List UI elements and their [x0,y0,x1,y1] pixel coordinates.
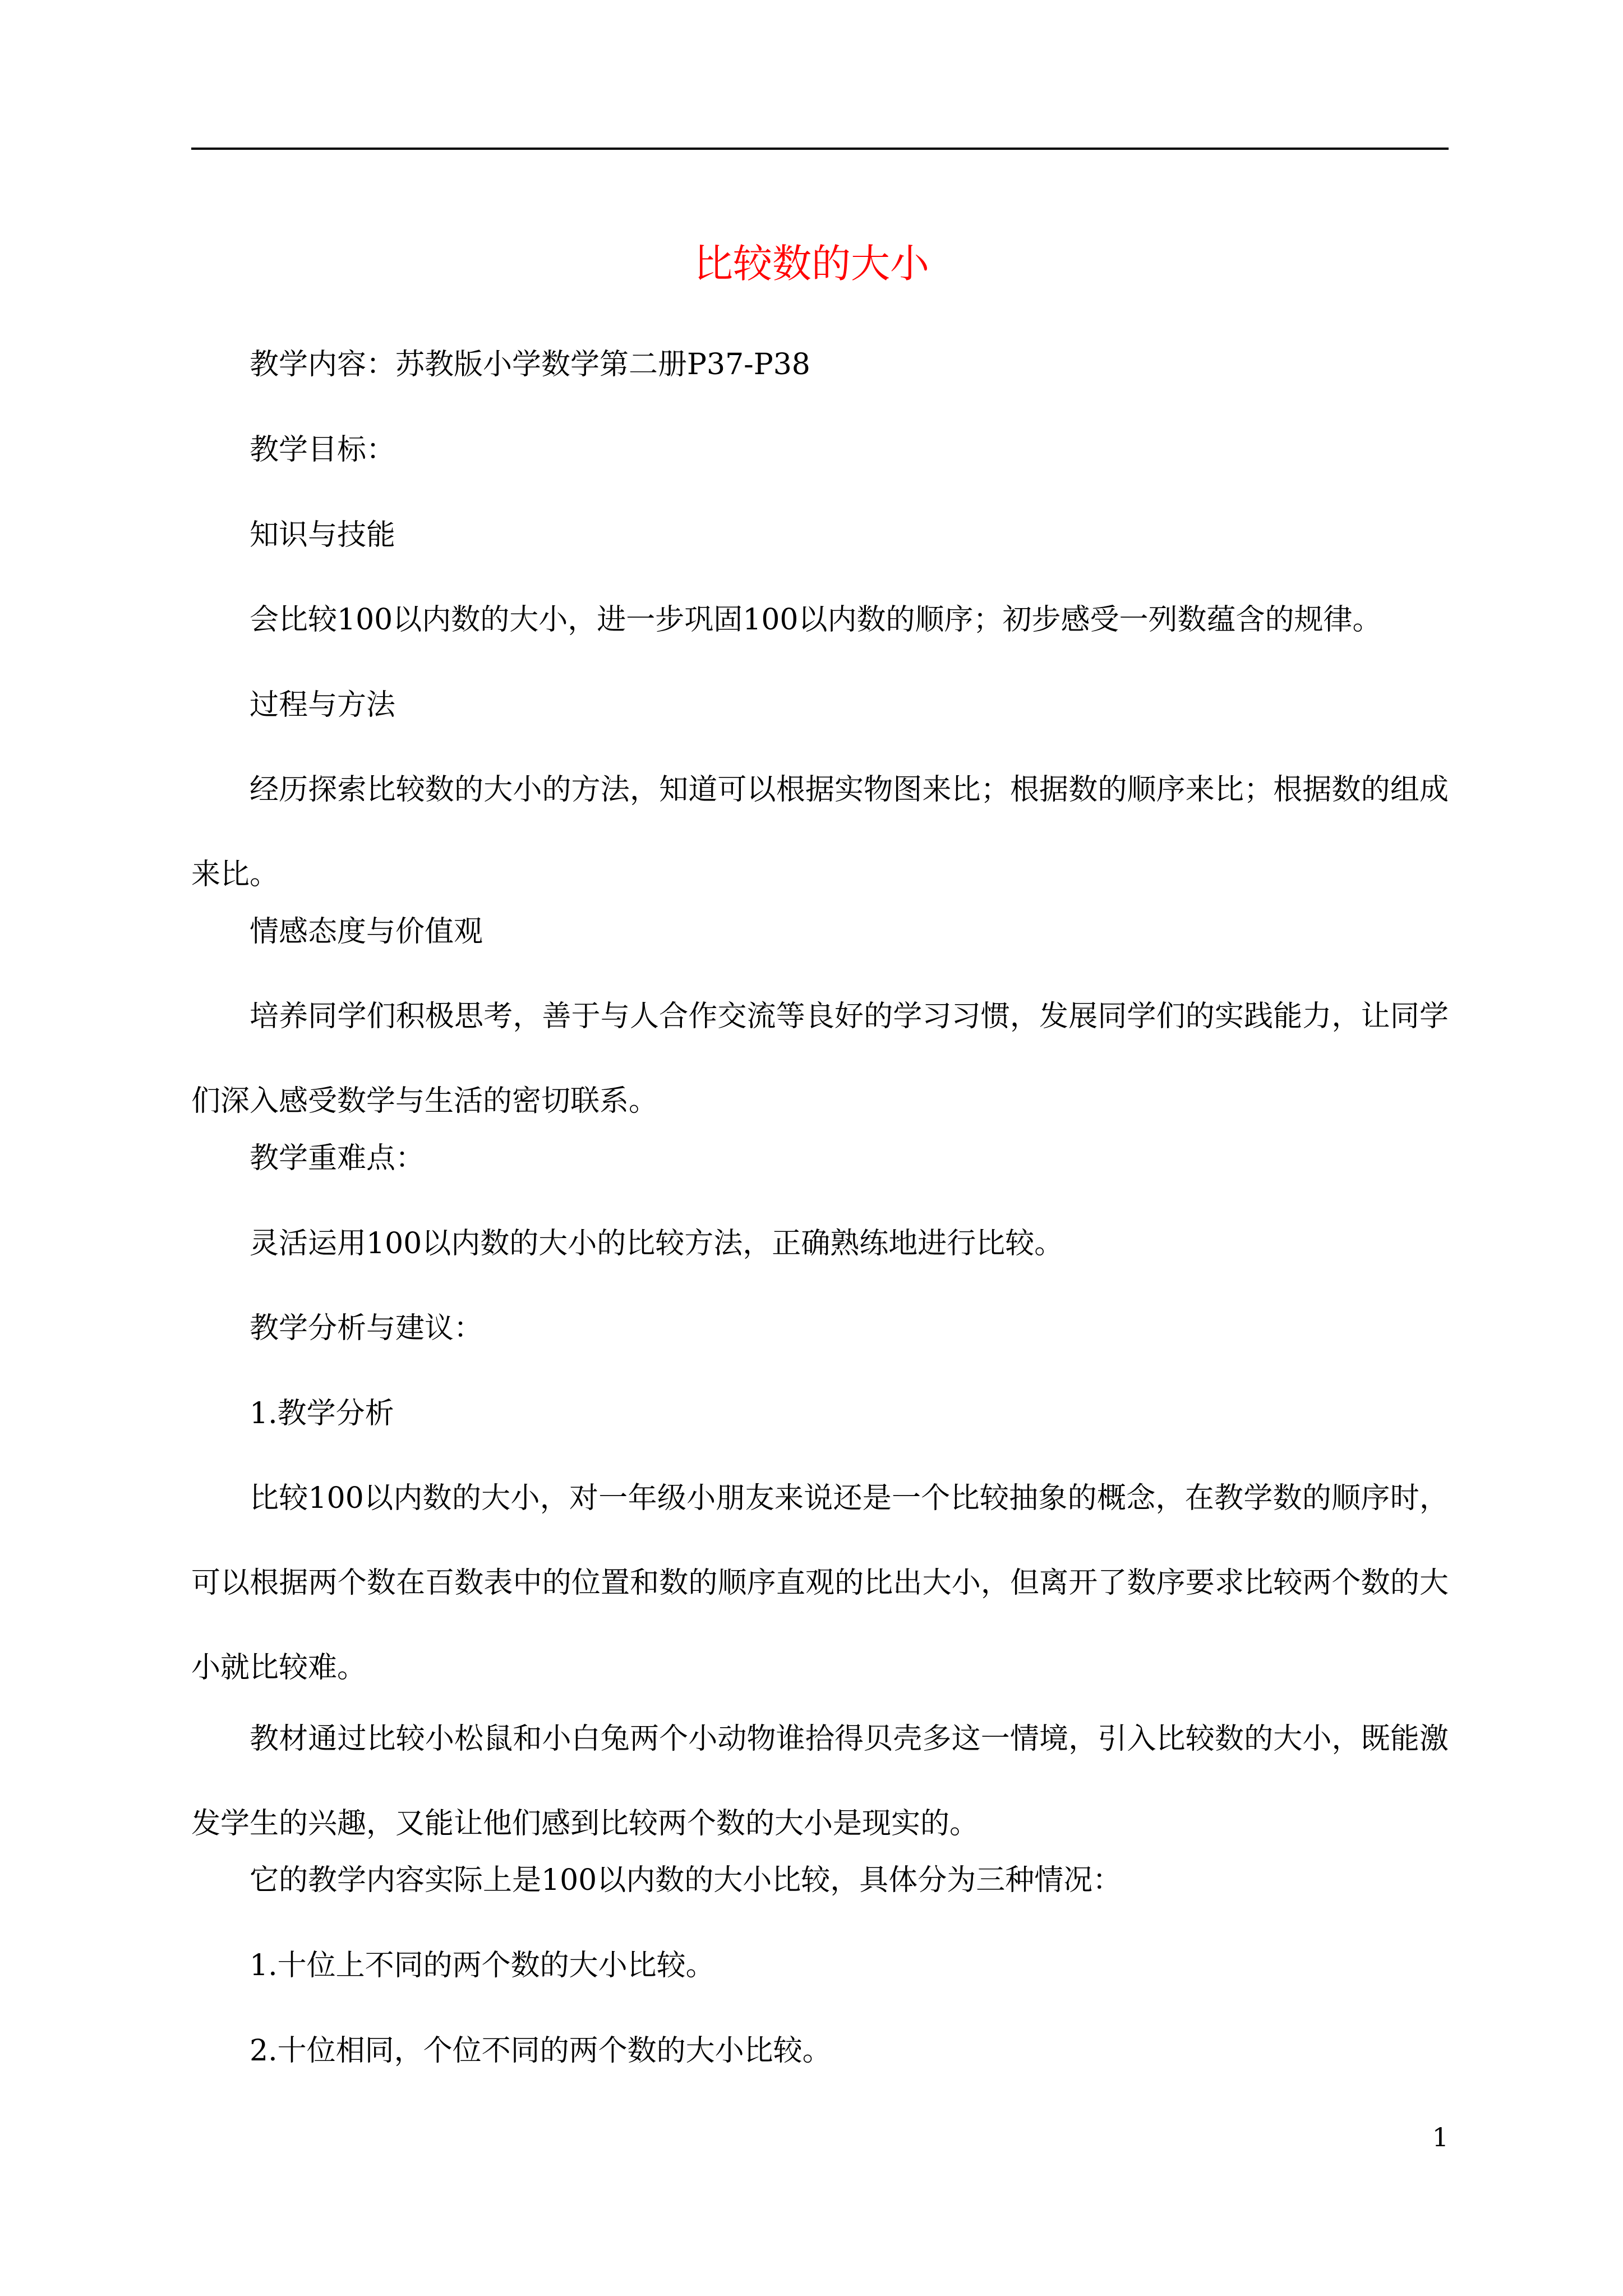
process-method-text: 经历探索比较数的大小的方法，知道可以根据实物图来比；根据数的顺序来比；根据数的组成来比。 [191,773,1449,891]
emotion-values-text: 培养同学们积极思考，善于与人合作交流等良好的学习习惯，发展同学们的实践能力，让同学们深入感受数学与生活的密切联系。 [191,1000,1449,1118]
page-number: 1 [1432,2122,1449,2152]
key-points-text: 灵活运用100以内数的大小的比较方法，正确熟练地进行比较。 [250,1227,1064,1260]
analysis-heading: 教学分析与建议： [250,1312,483,1345]
header-rule [191,148,1449,150]
knowledge-skills-text: 会比较100以内数的大小，进一步巩固100以内数的顺序；初步感受一列数蕴含的规律。 [250,603,1382,637]
document-title: 比较数的大小 [694,241,929,287]
teaching-goals-heading: 教学目标： [250,433,396,467]
analysis-sub-heading: 1.教学分析 [250,1397,394,1430]
emotion-values-heading: 情感态度与价值观 [250,915,483,949]
analysis-paragraph-3: 它的教学内容实际上是100以内数的大小比较，具体分为三种情况： [250,1864,1122,1897]
analysis-paragraph-2: 教材通过比较小松鼠和小白兔两个小动物谁拾得贝壳多这一情境，引入比较数的大小，既能激发学生的兴趣，又能让他们感到比较两个数的大小是现实的。 [191,1722,1449,1841]
process-method-heading: 过程与方法 [250,688,396,722]
knowledge-skills-heading: 知识与技能 [250,518,396,552]
analysis-paragraph-1: 比较100以内数的大小，对一年级小朋友来说还是一个比较抽象的概念，在教学数的顺序时，可以根据两个数在百数表中的位置和数的顺序直观的比出大小，但离开了数序要求比较两个数的大小就比较难。 [191,1481,1449,1685]
teaching-content-line: 教学内容：苏教版小学数学第二册P37-P38 [250,348,810,381]
case-2-line: 2.十位相同，个位不同的两个数的大小比较。 [250,2034,832,2068]
case-1-line: 1.十位上不同的两个数的大小比较。 [250,1949,715,1982]
key-points-heading: 教学重难点： [250,1142,425,1175]
